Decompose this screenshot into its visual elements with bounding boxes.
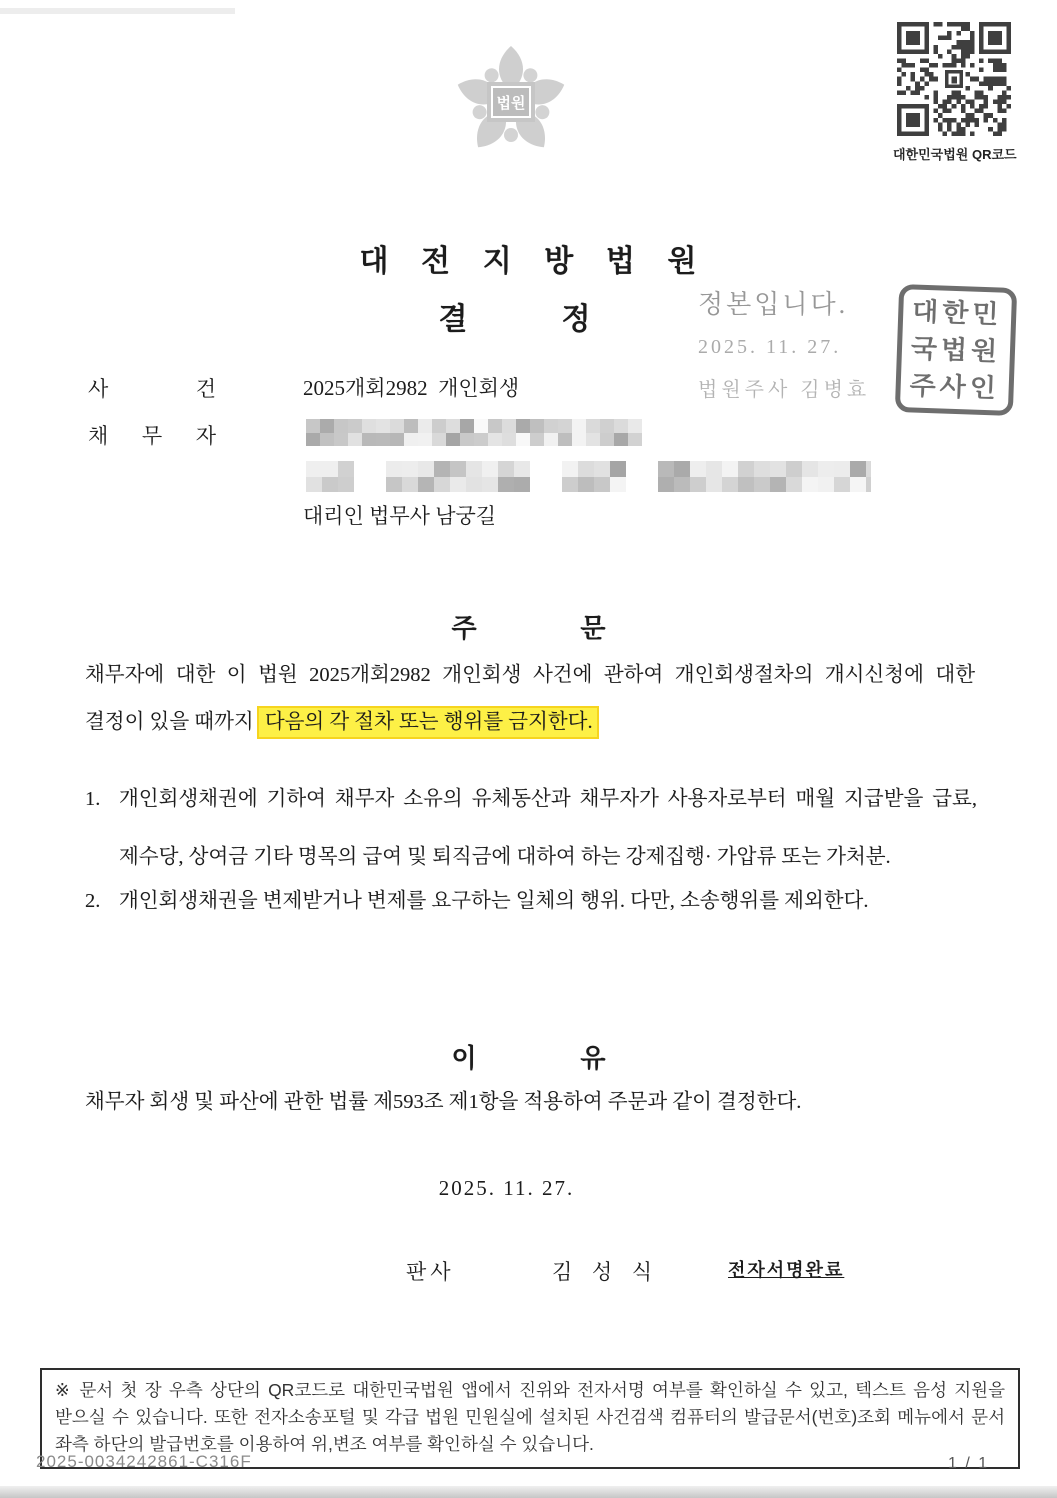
order-body — [85, 652, 975, 746]
scan-artifact-top — [0, 8, 235, 14]
seal-row: 주사인 — [909, 370, 1001, 403]
order-heading: 주 문 — [451, 614, 606, 643]
court-clerk-name: 법원주사 김병효 — [698, 379, 871, 401]
page-indicator: 1 / 1 — [948, 1455, 990, 1472]
case-number: 2025개회2982 개인회생 — [303, 376, 520, 400]
redacted-debtor-identity — [306, 419, 658, 446]
debtor-label: 채 무 자 — [88, 424, 216, 448]
reason-body: 채무자 회생 및 파산에 관한 법률 제593조 제1항을 적용하여 주문과 같이 결정한다. — [85, 1091, 802, 1113]
certified-original-label: 정본입니다. — [698, 290, 849, 319]
judge-label: 판사 — [406, 1260, 455, 1284]
verification-notice-text: ※ 문서 첫 장 우측 상단의 QR코드로 대한민국법원 앱에서 진위와 전자서명 여부를 확인하실 수 있고, 텍스트 음성 지원을 받으실 수 있습니다. 또한 전자소송포털 및 각급 법원 민원실에 설치된 사건검색 컴퓨터의 발급문서(번호)조회 메뉴에서 문서 좌측 하단의 발급번호를 이용하여 위,변조 여부를 확인하실 수 있습니다. — [55, 1380, 1005, 1454]
order-body-highlight: 다음의 각 절차 또는 행위를 금지한다. — [259, 708, 597, 737]
order-list — [85, 770, 977, 930]
esign-status: 전자서명완료 — [728, 1260, 845, 1280]
seal-row: 국법원 — [910, 334, 1002, 366]
case-label: 사 건 — [88, 377, 216, 401]
redacted-debtor-address — [306, 461, 871, 492]
qr-caption: 대한민국법원 QR코드 — [893, 147, 1017, 162]
emblem-text: 법원 — [496, 96, 526, 112]
certification-stamp — [698, 284, 870, 402]
document-type-title: 결 정 — [438, 303, 591, 336]
item-marker: 1. — [85, 788, 101, 810]
court-name-title: 대 전 지 방 법 원 — [359, 245, 698, 278]
representative: 대리인 법무사 남궁길 — [303, 504, 497, 528]
certification-date: 2025. 11. 27. — [698, 336, 842, 358]
seal-row: 대한민 — [911, 297, 1003, 330]
court-emblem-icon — [443, 40, 579, 162]
order-item — [85, 770, 977, 886]
qr-code-icon — [897, 22, 1011, 136]
decision-date: 2025. 11. 27. — [438, 1176, 575, 1200]
item-text: 개인회생채권을 변제받거나 변제를 요구하는 일체의 행위. 다만, 소송행위를 제외한다. — [119, 890, 869, 912]
judge-name: 김 성 식 — [552, 1260, 652, 1284]
reason-heading: 이 유 — [451, 1044, 606, 1073]
qr-block — [893, 22, 1015, 163]
scan-artifact-bottom — [0, 1486, 1057, 1498]
order-body-prefix: 채무자에 대한 이 법원 2025개회2982 개인회생 사건에 관하여 개인회생절차의 개시신청에 대한 결정이 있을 때까지 — [85, 664, 975, 733]
judge-row — [0, 1256, 1057, 1290]
item-text: 개인회생채권에 기하여 채무자 소유의 유체동산과 채무자가 사용자로부터 매월 지급받을 급료, 제수당, 상여금 기타 명목의 급여 및 퇴직금에 대하여 하는 강제집행· 가압류 또는 가처분. — [119, 788, 977, 868]
item-marker: 2. — [85, 890, 101, 912]
order-item — [85, 872, 977, 930]
issue-number: 2025-0034242861-C316F — [36, 1452, 252, 1471]
court-seal — [895, 284, 1017, 416]
